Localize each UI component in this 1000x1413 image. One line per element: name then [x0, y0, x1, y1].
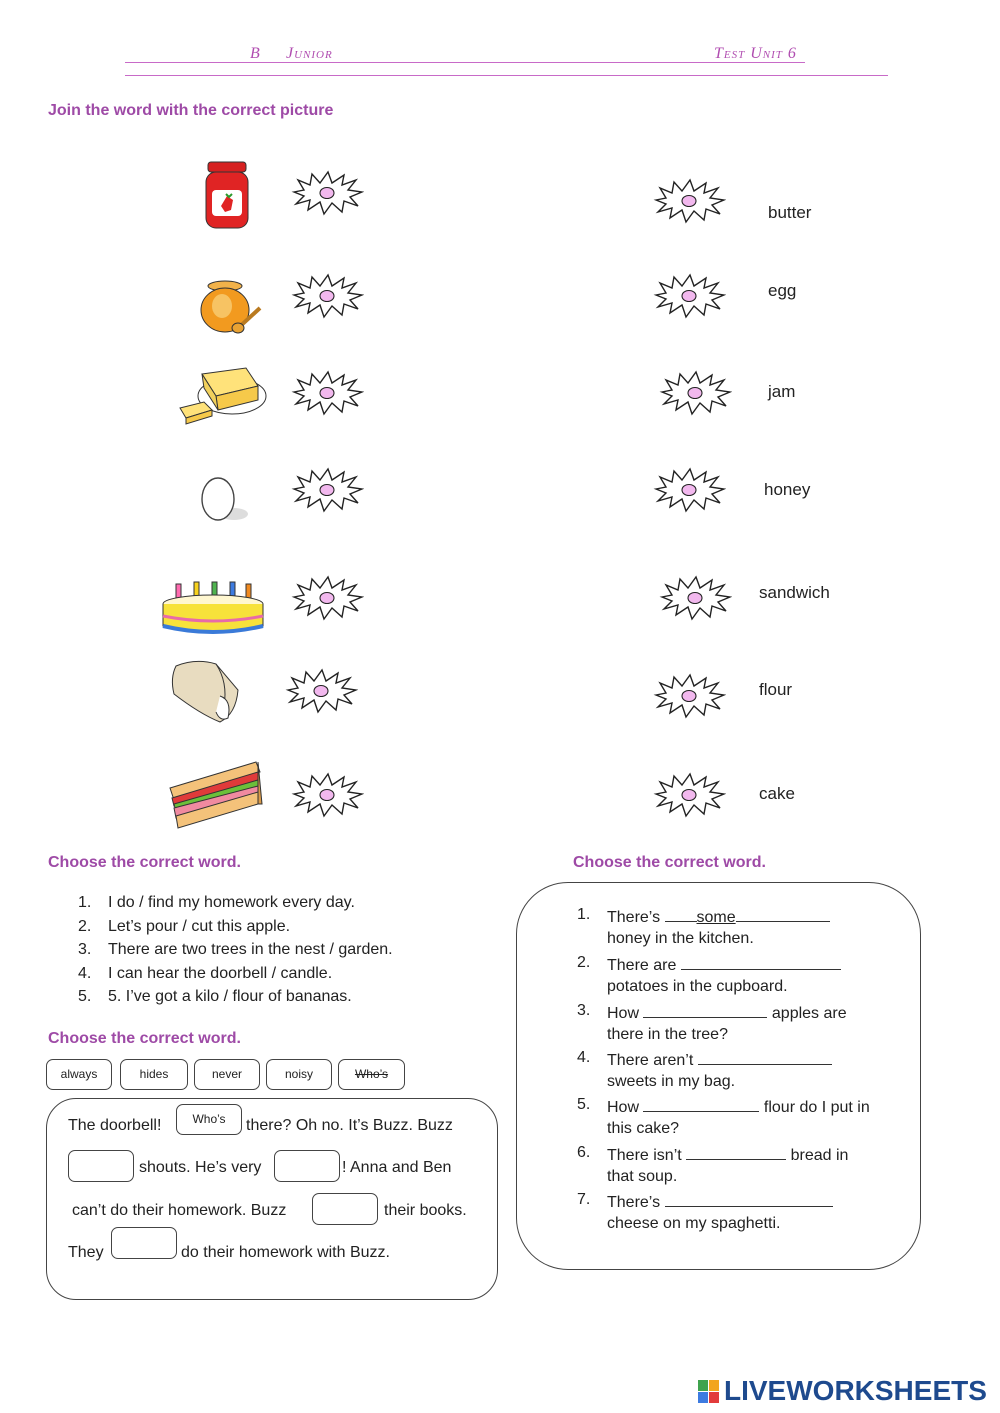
header-level: B: [250, 45, 261, 62]
blank-line[interactable]: [736, 906, 830, 922]
match-point-left-6[interactable]: [284, 668, 358, 714]
word-bank-hides[interactable]: hides: [120, 1059, 188, 1090]
list-item[interactable]: 3. There are two trees in the nest / garden.: [78, 941, 393, 959]
liveworksheets-logo-icon: [698, 1380, 720, 1404]
blank-input-4[interactable]: [111, 1227, 177, 1259]
choose-word-list: [78, 891, 393, 1009]
match-point-left-1[interactable]: [290, 170, 364, 216]
jam-jar-picture: [200, 160, 256, 230]
butter-picture: [176, 360, 268, 426]
match-point-left-5[interactable]: [290, 575, 364, 621]
section-title-choose-2: Choose the correct word.: [48, 1030, 241, 1047]
word-sandwich: sandwich: [759, 583, 830, 602]
word-bank-always[interactable]: always: [46, 1059, 112, 1090]
word-egg: egg: [768, 281, 797, 300]
blank-line[interactable]: [643, 1002, 767, 1018]
word-flour: flour: [759, 680, 793, 699]
word-cake: cake: [759, 784, 795, 803]
story-text: their books.: [384, 1202, 467, 1219]
match-point-right-4[interactable]: [652, 467, 726, 513]
match-point-right-6[interactable]: [652, 673, 726, 719]
story-text: there? Oh no. It’s Buzz. Buzz: [246, 1117, 453, 1134]
example-answer-some: some: [696, 909, 736, 926]
header-line-top: [125, 62, 805, 63]
word-bank-noisy[interactable]: noisy: [266, 1059, 332, 1090]
word-bank-whos[interactable]: Who’s: [338, 1059, 405, 1090]
word-butter: butter: [768, 203, 812, 222]
section-title-choose-1: Choose the correct word.: [48, 854, 241, 871]
list-item[interactable]: 4. I can hear the doorbell / candle.: [78, 964, 333, 982]
liveworksheets-logo: LIVEWORKSHEETS: [724, 1375, 987, 1406]
blank-line[interactable]: [686, 1144, 786, 1160]
match-point-right-1[interactable]: [652, 178, 726, 224]
header-test: Test Unit 6: [714, 45, 797, 62]
word-honey: honey: [764, 480, 811, 499]
list-item[interactable]: 1. I do / find my homework every day.: [78, 894, 355, 911]
story-text: ! Anna and Ben: [342, 1159, 452, 1176]
list-item[interactable]: 2. Let’s pour / cut this apple.: [78, 917, 291, 935]
story-text: The doorbell!: [68, 1117, 162, 1134]
match-point-left-2[interactable]: [290, 273, 364, 319]
flour-bag-picture: [166, 656, 242, 726]
list-item[interactable]: 5. 5. I’ve got a kilo / flour of bananas.: [78, 988, 352, 1006]
blank-input-2[interactable]: [274, 1150, 340, 1182]
word-bank-never[interactable]: never: [194, 1059, 260, 1090]
blank-line[interactable]: [643, 1096, 759, 1112]
match-point-left-4[interactable]: [290, 467, 364, 513]
header-line-bottom: [125, 75, 888, 76]
blank-example: Who’s: [176, 1104, 242, 1135]
section-title-join: Join the word with the correct picture: [48, 102, 334, 119]
story-text: do their homework with Buzz.: [181, 1244, 390, 1261]
blank-line[interactable]: [681, 954, 841, 970]
match-point-left-3[interactable]: [290, 370, 364, 416]
section-title-choose-3: Choose the correct word.: [573, 854, 766, 871]
story-text: shouts. He’s very: [139, 1159, 262, 1176]
match-point-right-7[interactable]: [652, 772, 726, 818]
word-jam: jam: [768, 382, 796, 401]
match-point-left-7[interactable]: [290, 772, 364, 818]
blank-line[interactable]: [698, 1049, 832, 1065]
cake-picture: [158, 578, 268, 636]
blank-input-3[interactable]: [312, 1193, 378, 1225]
match-point-right-2[interactable]: [652, 273, 726, 319]
header-course: Junior: [286, 45, 333, 62]
egg-picture: [196, 474, 252, 524]
story-text: can’t do their homework. Buzz: [72, 1202, 287, 1219]
honey-pot-picture: [198, 278, 264, 344]
blank-line[interactable]: [665, 1191, 833, 1207]
match-point-right-3[interactable]: [658, 370, 732, 416]
story-text: They: [68, 1244, 104, 1261]
sandwich-picture: [164, 758, 264, 830]
blank-input-1[interactable]: [68, 1150, 134, 1182]
match-point-right-5[interactable]: [658, 575, 732, 621]
